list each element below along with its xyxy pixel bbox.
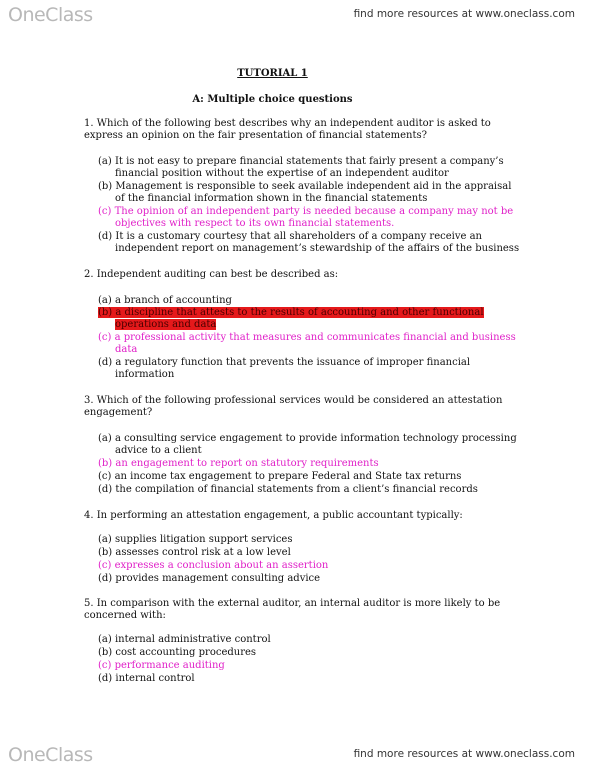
q5-option-b: (b) cost accounting procedures [98, 647, 257, 658]
q5-option-c-answer: (c) performance auditing [98, 660, 225, 671]
q1-option-a: financial position without the expertise of an independent auditor [115, 168, 449, 179]
q2-option-d: information [115, 369, 175, 380]
q2-option-b-highlighted [115, 319, 216, 331]
q3-option-d: (d) the compilation of financial statements from a client’s financial records [98, 484, 478, 495]
tutorial-title: TUTORIAL 1 [237, 68, 308, 79]
q1-option-c-answer: objectives with respect to its own financial statements. [115, 218, 395, 229]
header-tagline[interactable]: find more resources at www.oneclass.com [353, 8, 575, 20]
question-2-stem: 2. Independent auditing can best be described as: [84, 269, 339, 280]
q3-option-b-answer: (b) an engagement to report on statutory requirements [98, 458, 379, 469]
q4-option-b: (b) assesses control risk at a low level [98, 547, 291, 558]
question-5-stem: 5. In comparison with the external auditor, an internal auditor is more likely to be [84, 598, 501, 609]
q4-option-c-answer: (c) expresses a conclusion about an assertion [98, 560, 329, 571]
q3-option-a: advice to a client [115, 445, 202, 456]
section-heading: A: Multiple choice questions [192, 94, 353, 105]
q2-option-d: (d) a regulatory function that prevents the issuance of improper financial [98, 357, 471, 368]
q1-option-d: (d) It is a customary courtesy that all shareholders of a company receive an [98, 231, 482, 242]
q1-option-b: (b) Management is responsible to seek available independent aid in the appraisal [98, 181, 512, 192]
question-5-stem: concerned with: [84, 610, 166, 621]
q5-option-d: (d) internal control [98, 673, 195, 684]
q2-option-c-answer: data [115, 344, 138, 355]
highlight-mark: (b) a discipline that attests to the results of accounting and other functional [98, 307, 484, 318]
question-4-stem: 4. In performing an attestation engagement, a public accountant typically: [84, 510, 463, 521]
q1-option-b: of the financial information shown in the financial statements [115, 193, 428, 204]
q1-option-a: (a) It is not easy to prepare financial statements that fairly present a company’s [98, 156, 504, 167]
highlight-mark: operations and data [115, 319, 217, 330]
q1-option-c-answer: (c) The opinion of an independent party is needed because a company may not be [98, 206, 514, 217]
page-footer [0, 740, 595, 770]
question-3-stem: 3. Which of the following professional services would be considered an attestation [84, 395, 503, 406]
q1-option-d: independent report on management’s stewardship of the affairs of the business [115, 243, 520, 254]
q2-option-a: (a) a branch of accounting [98, 295, 232, 306]
q2-option-b-highlighted [98, 307, 484, 319]
q3-option-a: (a) a consulting service engagement to provide information technology processing [98, 433, 517, 444]
q4-option-a: (a) supplies litigation support services [98, 534, 293, 545]
q2-option-c-answer: (c) a professional activity that measures and communicates financial and business [98, 332, 516, 343]
question-1-stem: 1. Which of the following best describes why an independent auditor is asked to [84, 118, 491, 129]
q5-option-a: (a) internal administrative control [98, 634, 271, 645]
footer-tagline[interactable]: find more resources at www.oneclass.com [353, 748, 575, 760]
oneclass-logo[interactable]: OneClass [8, 744, 93, 766]
oneclass-logo[interactable]: OneClass [8, 4, 93, 26]
question-1-stem: express an opinion on the fair presentation of financial statements? [84, 130, 427, 141]
q3-option-c: (c) an income tax engagement to prepare Federal and State tax returns [98, 471, 462, 482]
q4-option-d: (d) provides management consulting advice [98, 573, 321, 584]
question-3-stem: engagement? [84, 407, 153, 418]
